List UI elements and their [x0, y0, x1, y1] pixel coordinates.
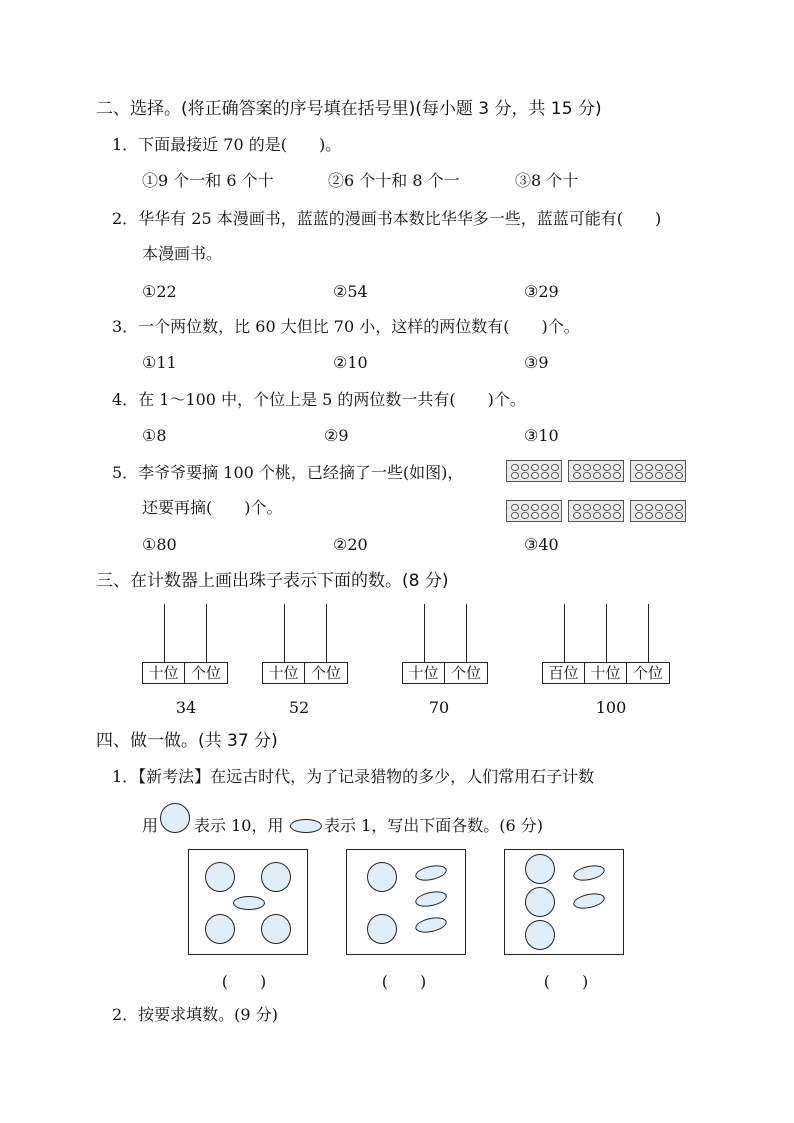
q5-option-3[interactable]: ③40 — [524, 535, 559, 554]
peach-icon — [645, 512, 653, 519]
q3-option-2[interactable]: ②10 — [333, 353, 368, 372]
ten-stone — [205, 862, 235, 892]
ten-stone — [525, 920, 555, 950]
peach-icon — [635, 504, 643, 511]
peach-icon — [573, 464, 581, 471]
peach-icon — [665, 512, 673, 519]
peach-icon — [583, 464, 591, 471]
q2-option-1[interactable]: ①22 — [142, 282, 177, 301]
abacus-number: 70 — [428, 698, 450, 717]
stone-box-3 — [504, 849, 624, 955]
ten-stone — [367, 914, 397, 944]
peach-icon — [541, 464, 549, 471]
peach-tray — [630, 500, 686, 522]
abacus-rod — [466, 604, 467, 662]
peach-icon — [551, 464, 559, 471]
abacus-rod — [206, 604, 207, 662]
section2-title: 二、选择。(将正确答案的序号填在括号里)(每小题 3 分，共 15 分) — [96, 99, 602, 119]
abacus-rod — [564, 604, 565, 662]
peach-icon — [511, 464, 519, 471]
place-label: 十位 — [143, 663, 185, 683]
q4-option-2[interactable]: ②9 — [324, 426, 349, 445]
peach-icon — [511, 512, 519, 519]
q4-option-3[interactable]: ③10 — [524, 426, 559, 445]
place-label: 个位 — [310, 664, 341, 682]
place-label: 个位 — [190, 664, 221, 682]
q2-option-2[interactable]: ②54 — [333, 282, 368, 301]
q5-option-2[interactable]: ②20 — [333, 535, 368, 554]
ten-stone-legend-icon — [160, 803, 190, 833]
peach-icon — [521, 464, 529, 471]
peach-icon — [675, 512, 683, 519]
abacus-number: 100 — [595, 698, 627, 717]
peach-icon — [531, 512, 539, 519]
answer-blank-1[interactable]: ( ) — [221, 972, 267, 991]
peach-icon — [665, 472, 673, 479]
one-stone-legend-icon — [290, 819, 322, 833]
peach-icon — [665, 464, 673, 471]
ten-stone — [261, 862, 291, 892]
peach-tray — [506, 500, 562, 522]
peach-icon — [603, 512, 611, 519]
abacus-rod — [606, 604, 607, 662]
peach-icon — [521, 504, 529, 511]
section3-title: 三、在计数器上画出珠子表示下面的数。(8 分) — [96, 571, 449, 591]
peach-icon — [613, 472, 621, 479]
peach-icon — [655, 464, 663, 471]
peach-icon — [551, 512, 559, 519]
ten-stone — [525, 887, 555, 917]
peach-icon — [635, 512, 643, 519]
abacus-rod — [284, 604, 285, 662]
q5-text: 5．李爷爷要摘 100 个桃，已经摘了一些(如图)， — [112, 463, 464, 482]
q1-text: 1．下面最接近 70 的是( )。 — [112, 135, 342, 154]
ten-stone — [261, 914, 291, 944]
place-label: 个位 — [450, 664, 481, 682]
peach-icon — [645, 464, 653, 471]
peach-icon — [675, 472, 683, 479]
one-stone — [414, 915, 448, 935]
peach-icon — [573, 472, 581, 479]
peach-icon — [613, 504, 621, 511]
peach-icon — [603, 472, 611, 479]
peach-tray — [630, 460, 686, 482]
ten-stone — [367, 862, 397, 892]
peach-icon — [635, 472, 643, 479]
peach-icon — [593, 472, 601, 479]
abacus-rod — [424, 604, 425, 662]
abacus-rod — [648, 604, 649, 662]
peach-icon — [541, 512, 549, 519]
one-stone — [414, 889, 448, 909]
peach-tray — [506, 460, 562, 482]
peach-icon — [675, 504, 683, 511]
stone-box-2 — [346, 849, 466, 955]
one-stone — [572, 891, 606, 911]
q3-option-1[interactable]: ①11 — [142, 353, 177, 372]
one-stone — [572, 863, 606, 883]
s4-q1-line2-b: 表示 10，用 — [194, 816, 284, 835]
stone-box-1 — [188, 849, 308, 955]
peach-icon — [645, 472, 653, 479]
q5-text-cont: 还要再摘( )个。 — [142, 498, 283, 517]
ten-stone — [205, 914, 235, 944]
peach-icon — [593, 512, 601, 519]
peach-icon — [551, 472, 559, 479]
abacus-base — [262, 662, 348, 684]
peach-icon — [531, 464, 539, 471]
peach-icon — [531, 472, 539, 479]
peach-icon — [603, 504, 611, 511]
q2-text-cont: 本漫画书。 — [142, 244, 223, 263]
q4-option-1[interactable]: ①8 — [142, 426, 167, 445]
ten-stone — [525, 854, 555, 884]
peach-icon — [573, 504, 581, 511]
peach-icon — [593, 464, 601, 471]
peach-icon — [675, 464, 683, 471]
peach-icon — [511, 504, 519, 511]
peach-icon — [583, 512, 591, 519]
abacus-base — [142, 662, 228, 684]
peach-icon — [655, 472, 663, 479]
abacus-rod — [164, 604, 165, 662]
answer-blank-3[interactable]: ( ) — [543, 972, 589, 991]
q2-option-3[interactable]: ③29 — [524, 282, 559, 301]
abacus-base — [542, 662, 670, 684]
peach-icon — [613, 464, 621, 471]
q4-text: 4．在 1～100 中，个位上是 5 的两位数一共有( )个。 — [112, 390, 526, 409]
peach-icon — [593, 504, 601, 511]
peach-icon — [531, 504, 539, 511]
q1-option-2[interactable]: ②6 个十和 8 个一 — [328, 171, 460, 190]
peach-icon — [521, 512, 529, 519]
peach-tray — [568, 500, 624, 522]
place-label: 个位 — [632, 664, 663, 682]
peach-icon — [573, 512, 581, 519]
peach-icon — [583, 472, 591, 479]
q3-text: 3．一个两位数，比 60 大但比 70 小，这样的两位数有( )个。 — [112, 317, 580, 336]
place-label: 百位 — [543, 663, 585, 683]
abacus-rod — [326, 604, 327, 662]
one-stone — [233, 896, 265, 910]
peach-icon — [511, 472, 519, 479]
peach-icon — [551, 504, 559, 511]
q2-text: 2．华华有 25 本漫画书，蓝蓝的漫画书本数比华华多一些，蓝蓝可能有( ) — [112, 209, 662, 228]
peach-tray — [568, 460, 624, 482]
peach-icon — [613, 512, 621, 519]
one-stone — [414, 863, 448, 883]
q3-option-3[interactable]: ③9 — [524, 353, 549, 372]
abacus-number: 52 — [288, 698, 310, 717]
s4-q1-line2-a: 用 — [142, 816, 159, 835]
q1-option-3[interactable]: ③8 个十 — [515, 171, 579, 190]
peach-icon — [655, 512, 663, 519]
peach-icon — [635, 464, 643, 471]
peach-icon — [521, 472, 529, 479]
q5-option-1[interactable]: ①80 — [142, 535, 177, 554]
place-label: 十位 — [403, 663, 445, 683]
s4-q1-line2-c: 表示 1，写出下面各数。(6 分) — [324, 816, 544, 835]
peach-icon — [583, 504, 591, 511]
answer-blank-2[interactable]: ( ) — [381, 972, 427, 991]
peach-icon — [655, 504, 663, 511]
peach-icon — [645, 504, 653, 511]
peach-icon — [603, 464, 611, 471]
abacus-base — [402, 662, 488, 684]
s4-q2-text: 2．按要求填数。(9 分) — [112, 1005, 278, 1024]
s4-q1-text: 1．【新考法】在远古时代，为了记录猎物的多少，人们常用石子计数 — [112, 767, 595, 786]
q1-option-1[interactable]: ①9 个一和 6 个十 — [142, 171, 274, 190]
section4-title: 四、做一做。(共 37 分) — [96, 731, 278, 751]
peach-icon — [541, 504, 549, 511]
peach-icon — [665, 504, 673, 511]
peach-icon — [541, 472, 549, 479]
abacus-number: 34 — [175, 698, 197, 717]
place-label: 十位 — [263, 663, 305, 683]
place-label: 十位 — [585, 663, 627, 683]
